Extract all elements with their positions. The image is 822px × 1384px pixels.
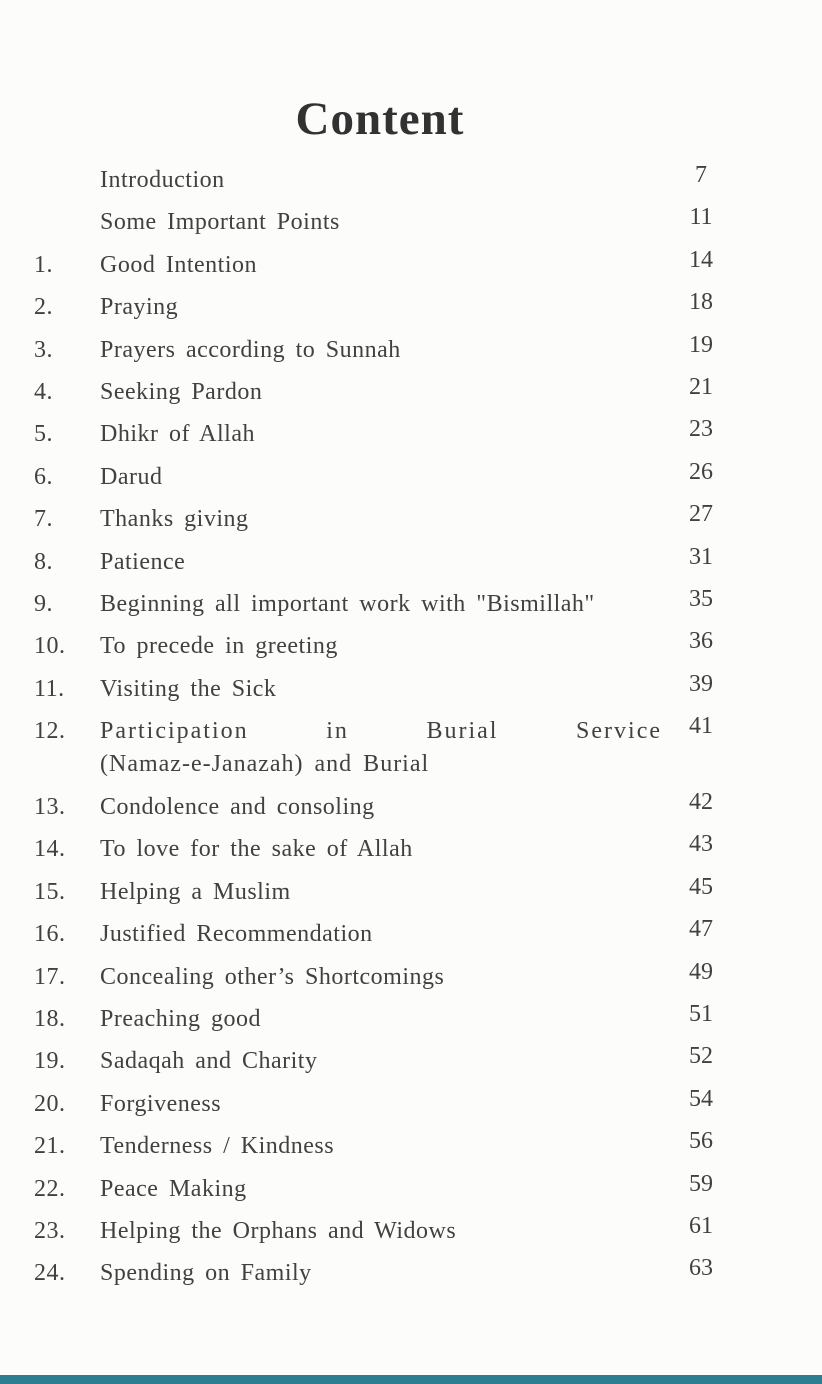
toc-row [0, 416, 822, 462]
toc-item-label [100, 378, 678, 406]
toc-item-label-line1: Spending on Family [100, 1260, 312, 1287]
toc-page-number: 47 [689, 916, 713, 943]
toc-item-label-line1: Concealing other’s Shortcomings [100, 963, 445, 990]
toc-item-number: 21. [34, 1133, 66, 1160]
toc-item-label-line1: Prayers according to Sunnah [100, 336, 401, 363]
toc-item-label-line1: To love for the sake of Allah [100, 836, 413, 863]
toc-row [0, 585, 822, 632]
page-title: Content [295, 93, 465, 145]
toc-item-label-line1: Forgiveness [100, 1090, 222, 1117]
toc-item-label-line1: Helping the Orphans and Widows [100, 1217, 457, 1244]
toc-page-number: 19 [689, 331, 713, 358]
toc-row [0, 458, 822, 505]
toc-page-number: 42 [689, 789, 713, 816]
toc-page-number: 11 [689, 204, 713, 231]
toc-row [0, 501, 822, 547]
toc-item-number: 8. [34, 548, 53, 575]
toc-item-number: 15. [34, 878, 66, 905]
toc-item-number: 5. [34, 421, 53, 448]
toc-item-number: 24. [34, 1260, 66, 1287]
toc-page-number: 61 [689, 1212, 713, 1239]
toc-row [0, 670, 822, 717]
toc-item-label [100, 717, 678, 778]
toc-item-number: 19. [34, 1048, 66, 1075]
toc-row [0, 289, 822, 335]
toc-page-number: 45 [689, 873, 713, 900]
toc-item-label [100, 293, 678, 321]
toc-page-number: 21 [689, 373, 713, 400]
toc-item-number: 12. [34, 718, 66, 745]
toc-page-number: 56 [689, 1128, 713, 1155]
toc-item-number: 16. [34, 921, 66, 948]
toc-item-label [100, 420, 678, 448]
toc-page-number: 59 [689, 1170, 713, 1197]
toc-page-number: 39 [689, 670, 713, 697]
toc-item-label-line1: Preaching good [100, 1006, 261, 1033]
toc-item-number: 18. [34, 1006, 66, 1033]
toc-item-label [100, 463, 678, 491]
toc-item-label [100, 208, 678, 236]
toc-row [0, 916, 822, 962]
toc-item-label [100, 1090, 678, 1118]
toc-item-number: 14. [34, 836, 66, 863]
toc-row [0, 789, 822, 835]
toc-page-number: 7 [695, 162, 707, 188]
toc-row [0, 1128, 822, 1174]
toc-row [0, 246, 822, 293]
toc-row [0, 373, 822, 420]
toc-item-number: 13. [34, 794, 66, 821]
toc-item-label-line1: Patience [100, 548, 186, 575]
toc-page-number: 41 [689, 713, 713, 740]
toc-row [0, 873, 822, 920]
toc-row [0, 204, 822, 250]
toc-item-label [100, 1175, 678, 1203]
toc-page-number: 51 [689, 1001, 713, 1028]
toc-item-label [100, 1217, 678, 1245]
toc-item-label-line1: Justified Recommendation [100, 921, 373, 948]
toc-item-label-line1: Participation in Burial Service [100, 718, 662, 745]
toc-item-label-line1: Helping a Muslim [100, 878, 291, 905]
toc-item-label-line1: Thanks giving [100, 506, 249, 533]
toc-row [0, 831, 822, 877]
toc-item-label-line1: Beginning all important work with "Bismillah" [100, 590, 595, 617]
toc-item-label [100, 1259, 678, 1287]
toc-item-label-line1: Peace Making [100, 1175, 247, 1202]
toc-item-label-line1: Condolence and consoling [100, 794, 375, 821]
toc-item-label-line1: Visiting the Sick [100, 675, 277, 702]
toc-page-number: 26 [689, 458, 713, 485]
scan-edge-band [0, 1375, 822, 1384]
toc-item-label-line1: Introduction [100, 167, 225, 193]
toc-item-label [100, 166, 678, 194]
toc-item-label [100, 920, 678, 948]
toc-item-label [100, 590, 678, 618]
toc-item-number: 1. [34, 251, 53, 278]
toc-item-number: 10. [34, 633, 66, 660]
toc-item-number: 11. [34, 675, 65, 702]
toc-item-label-line1: Dhikr of Allah [100, 421, 255, 448]
toc-item-label [100, 1047, 678, 1075]
toc-item-label-line1: To precede in greeting [100, 633, 338, 660]
toc-item-number: 7. [34, 506, 53, 533]
toc-page-number: 35 [689, 585, 713, 612]
toc-item-number: 23. [34, 1217, 66, 1244]
toc-page-number: 14 [689, 246, 713, 273]
toc-item-label-line1: Some Important Points [100, 209, 340, 236]
toc-row [0, 1170, 822, 1217]
toc-item-number: 9. [34, 590, 53, 617]
toc-item-label [100, 251, 678, 279]
toc-item-label-line1: Good Intention [100, 251, 257, 278]
toc-page-number: 18 [689, 289, 713, 316]
toc-row [0, 713, 822, 793]
toc-row [0, 1255, 822, 1301]
toc-item-label [100, 336, 678, 364]
toc-item-label [100, 963, 678, 991]
toc-item-number: 20. [34, 1090, 66, 1117]
toc-item-label-line1: Darud [100, 463, 163, 490]
toc-row [0, 1043, 822, 1089]
toc-item-label [100, 878, 678, 906]
toc-page-number: 27 [689, 501, 713, 528]
toc-page-number: 31 [689, 543, 713, 570]
toc-page-number: 36 [689, 628, 713, 655]
toc-row [0, 1001, 822, 1047]
toc-item-label [100, 675, 678, 703]
toc-item-number: 6. [34, 463, 53, 490]
toc-row [0, 543, 822, 590]
toc-item-label [100, 835, 678, 863]
toc-item-number: 4. [34, 378, 53, 405]
toc-item-label-line1: Sadaqah and Charity [100, 1048, 318, 1075]
toc-item-number: 22. [34, 1175, 66, 1202]
toc-row [0, 162, 822, 208]
toc-item-label [100, 793, 678, 821]
toc-page-number: 63 [689, 1255, 713, 1282]
toc-item-label [100, 1132, 678, 1160]
table-of-contents [0, 162, 822, 1302]
toc-item-label [100, 1005, 678, 1033]
toc-row [0, 331, 822, 378]
toc-page-number: 43 [689, 831, 713, 858]
toc-item-label [100, 505, 678, 533]
toc-item-label-line1: Tenderness / Kindness [100, 1133, 335, 1160]
toc-item-number: 3. [34, 336, 53, 363]
toc-item-label-line1: Praying [100, 294, 179, 321]
toc-page-number: 49 [689, 958, 713, 985]
toc-item-label [100, 632, 678, 660]
toc-item-label [100, 548, 678, 576]
toc-row [0, 1212, 822, 1259]
toc-item-number: 17. [34, 963, 66, 990]
toc-page-number: 23 [689, 416, 713, 443]
toc-row [0, 1085, 822, 1132]
toc-page-number: 52 [689, 1043, 713, 1070]
toc-item-number: 2. [34, 294, 53, 321]
toc-item-label-line2: (Namaz-e-Janazah) and Burial [100, 751, 430, 778]
toc-page-number: 54 [689, 1085, 713, 1112]
toc-row [0, 628, 822, 674]
toc-row [0, 958, 822, 1005]
toc-item-label-line1: Seeking Pardon [100, 378, 263, 405]
